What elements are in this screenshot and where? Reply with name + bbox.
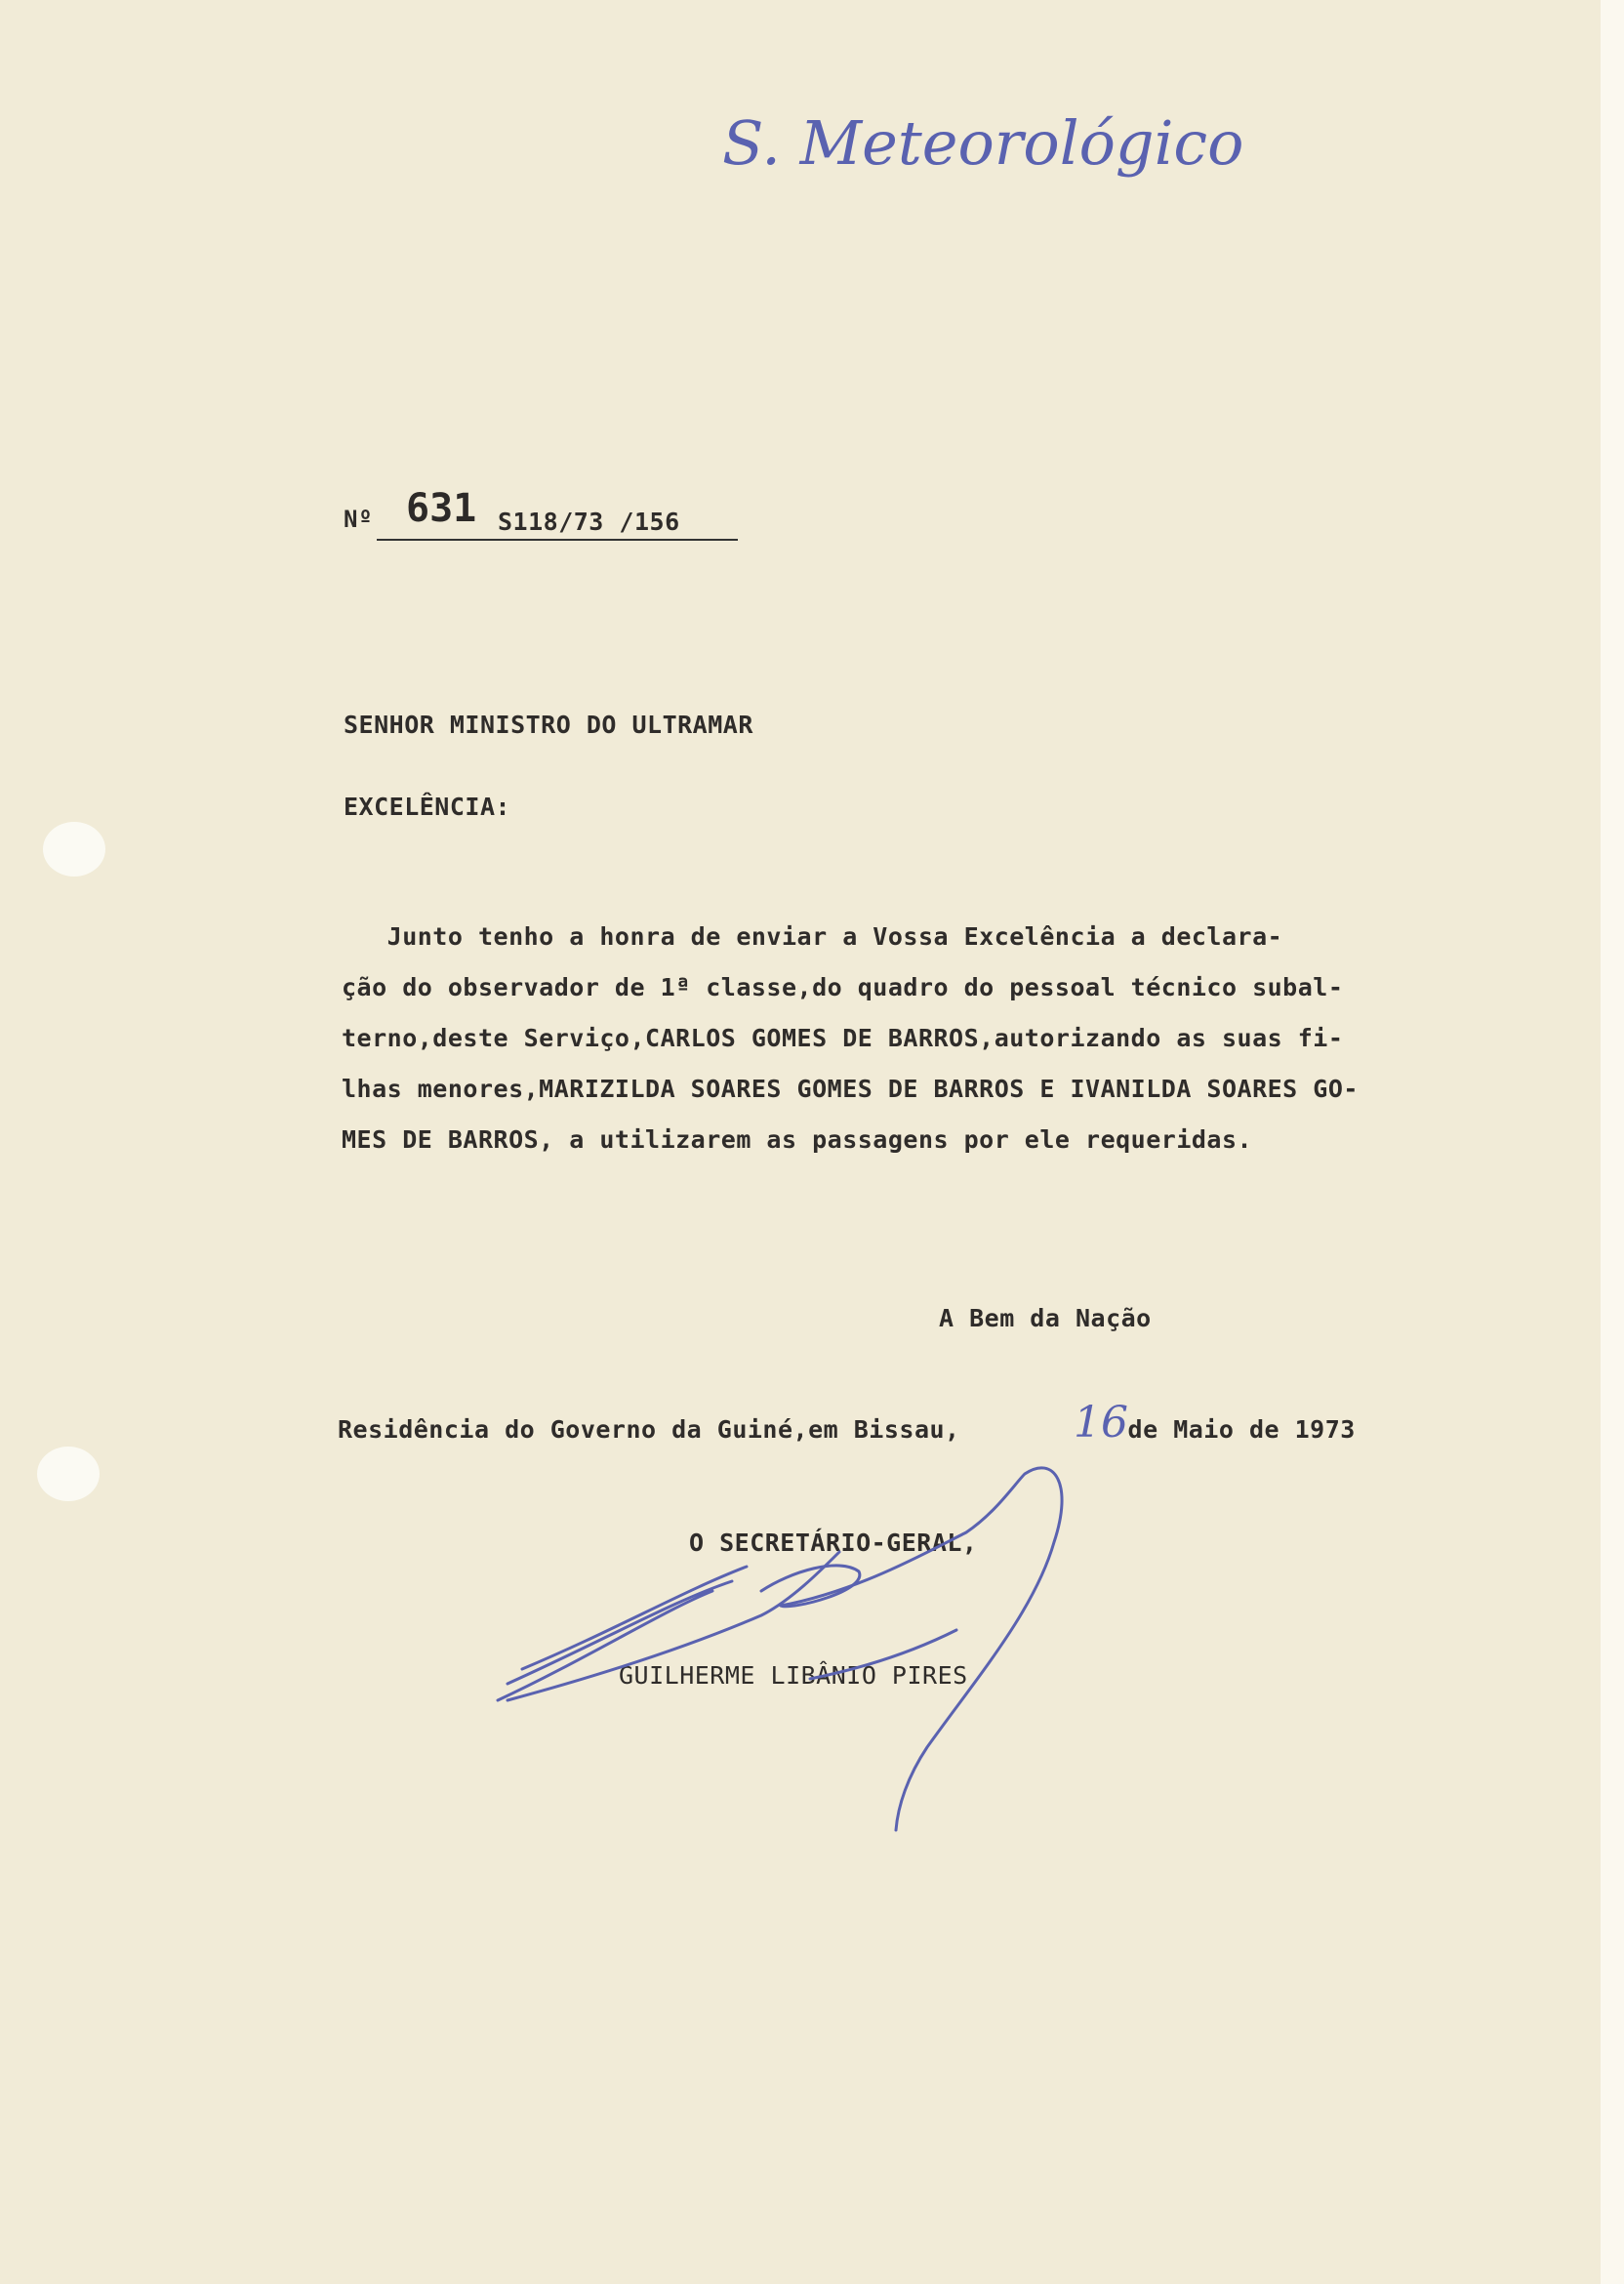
addressee: SENHOR MINISTRO DO ULTRAMAR <box>344 711 753 739</box>
punch-hole-top <box>43 822 105 877</box>
closing-formula: A Bem da Nação <box>939 1304 1152 1332</box>
signature-scribble <box>468 1445 1171 1835</box>
body-line: lhas menores,MARIZILDA SOARES GOMES DE BARROS E IVANILDA SOARES GO- <box>342 1075 1359 1103</box>
page-edge <box>1601 0 1624 2284</box>
place-text: Residência do Governo da Guiné,em Bissau, <box>338 1415 960 1444</box>
reference-code: S118/73 /156 <box>498 508 680 536</box>
salutation: EXCELÊNCIA: <box>344 793 511 821</box>
reference-number: 631 <box>406 486 477 531</box>
reference-prefix: Nº <box>344 506 373 533</box>
handwritten-service-label: S. Meteorológico <box>722 107 1244 179</box>
body-line: Junto tenho a honra de enviar a Vossa Excelência a declara- <box>342 922 1283 951</box>
body-line: terno,deste Serviço,CARLOS GOMES DE BARROS,autorizando as suas fi- <box>342 1024 1344 1052</box>
signatory-name: GUILHERME LIBÂNIO PIRES <box>619 1661 968 1690</box>
handwritten-day: 16 <box>1074 1398 1128 1448</box>
punch-hole-bottom <box>37 1447 100 1501</box>
body-line: ção do observador de 1ª classe,do quadro do pessoal técnico subal- <box>342 973 1344 1001</box>
signatory-title: O SECRETÁRIO-GERAL, <box>689 1529 978 1557</box>
body-line: MES DE BARROS, a utilizarem as passagens por ele requeridas. <box>342 1125 1253 1154</box>
date-text: de Maio de 1973 <box>1113 1415 1356 1444</box>
reference-underline <box>377 539 738 541</box>
